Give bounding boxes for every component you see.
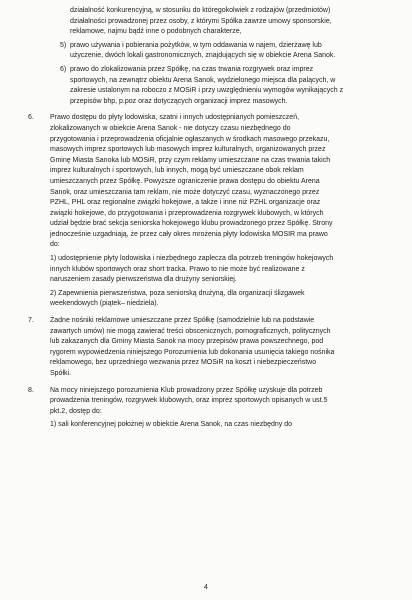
text-line: przepisów bhp, p.poz oraz dotyczących organizacji imprez masowych. bbox=[70, 97, 288, 105]
text-line: naruszeniem zasady pierwszeństwa dla drużyny seniorskiej. bbox=[50, 276, 237, 284]
text-line: Sanok, oraz umieszczania tam reklam, nie może dotyczyć czasu, wyznaczonego przez bbox=[50, 188, 320, 196]
text-line: działalność konkurencyjną, w stosunku do któregokolwiek z rodzajów (przedmiotów) bbox=[70, 7, 331, 14]
text-line: umieszczanych przez Spółkę. Powyższe ograniczenie prawa dostępu do obiektu Arena bbox=[50, 177, 320, 185]
text-line: pkt.2, dostęp do: bbox=[50, 407, 102, 415]
section-item-6 bbox=[26, 113, 388, 310]
continuation-text bbox=[70, 6, 388, 38]
page-number: 4 bbox=[204, 584, 208, 591]
text-line: do: bbox=[50, 241, 60, 249]
text-line: zlokalizowanych w obiekcie Arena Sanok - nie dotyczy czasu niezbędnego do bbox=[50, 124, 291, 132]
sub-item-number: 5) bbox=[60, 41, 67, 49]
text-line: udział będzie brać sekcja seniorska hokejowego klubu prowadzonego przez Spółkę. Strony bbox=[50, 220, 333, 228]
sub-item-6 bbox=[60, 65, 388, 107]
text-line: prawo do zlokalizowania przez Spółkę, na czas trwania rozgrywek oraz imprez bbox=[70, 65, 314, 73]
item-number: 8. bbox=[28, 386, 34, 394]
section-item-7 bbox=[26, 316, 388, 380]
text-line: przygotowania i przeprowadzenia oficjalnie ogłaszanych w środkach masowego przekazu, bbox=[50, 135, 330, 143]
text-line: Na mocy niniejszego porozumienia Klub prowadzony przez Spółkę uzyskuje dla potrzeb bbox=[50, 386, 323, 394]
text-line: związki hokejowe, do przygotowania i przeprowadzenia rozgrywek klubowych, w których bbox=[50, 209, 324, 217]
item-number: 7. bbox=[28, 317, 34, 325]
sub-item-number: 6) bbox=[60, 65, 67, 73]
text-line: prawo używania i pobierania pożytków, w tym oddawania w najem, dzierżawę lub bbox=[70, 41, 322, 49]
text-line: zakresie ustalonym na roboczo z MOSiR i przy uwzględnieniu wymogów wynikających z bbox=[70, 87, 344, 95]
text-line: prowadzenia treningów, rozgrywek klubowych, oraz imprez sportowych opisanych w ust.5 bbox=[50, 397, 328, 405]
text-line: jednocześnie uzgadniają, że przez cały okres mrożenia płyty lodowiska MOSIR ma prawo bbox=[50, 230, 328, 238]
section-item-8 bbox=[26, 386, 388, 431]
text-line: Spółki. bbox=[50, 370, 72, 377]
text-line: zawartych umów) nie mogą zawierać treści obscenicznych, pornograficznych, politycznych bbox=[50, 327, 331, 335]
text-line: sportowych, na zewnątrz obiektu Arena Sanok, wydzielonego miejsca dla palących, w bbox=[70, 76, 336, 84]
text-line: lub zakazanych dla Gminy Miasta Sanok na mocy przepisów prawa powszechnego, pod bbox=[50, 338, 324, 346]
text-line: użyczenie, dwóch lokali gastronomicznych, znajdujących się w obiekcie Arena Sanok. bbox=[70, 52, 336, 60]
text-line: masowych imprez sportowych lub masowych imprez kulturalnych, organizowanych przez bbox=[50, 146, 326, 154]
text-line: weekendowych (piątek– niedziela). bbox=[50, 300, 159, 308]
text-line: działalności prowadzonej przez osoby, z którymi Spółka zawrze umowy sponsorskie, bbox=[70, 17, 332, 25]
text-line: Żadne nośniki reklamowe umieszczane przez Spółkę (samodzielnie lub na podstawie bbox=[50, 317, 315, 325]
text-line: reklamowego, bez uprzedniego wezwania przez MOSiR na koszt i niebezpieczeństwo bbox=[50, 359, 317, 367]
sub-item-5 bbox=[60, 41, 388, 62]
text-line: 1) sali konferencyjnej położnej w obiekcie Arena Sanok, na czas niezbędny do bbox=[50, 421, 293, 429]
text-line: Gminę Miasta Sanoka lub MOSiR, przy czym reklamy umieszczane na czas trwania takich bbox=[50, 156, 331, 164]
text-line: PZHL, PHL oraz regionalne związki hokejowe, a także i inne niż PZHL organizacje oraz bbox=[50, 199, 321, 207]
text-line: imprez kulturalnych i sportowych, lub innych, mogą być umieszczane obok reklam bbox=[50, 167, 304, 175]
text-line: 1) udostępnienie płyty lodowiska i niezbędnego zaplecza dla potrzeb treningów hokejowych bbox=[50, 255, 334, 263]
text-line: rygorem wypowiedzenia niniejszego Porozumienia lub dokonania usunięcia takiego nośnika bbox=[50, 348, 335, 356]
text-line: reklamowe, najmu bądź inne o podobnych charakterze, bbox=[70, 28, 242, 36]
text-line: 2) Zapewnienia pierwszeństwa, poza seniorską drużyną, dla organizacji ślizgawek bbox=[50, 289, 305, 297]
item-number: 6. bbox=[28, 114, 34, 122]
text-line: innych klubów sportowych oraz short tracka. Prawo to nie może być realizowane z bbox=[50, 265, 305, 273]
text-line: Prawo dostępu do płyty lodowiska, szatni i innych udostępnianych pomieszczeń, bbox=[50, 114, 300, 122]
